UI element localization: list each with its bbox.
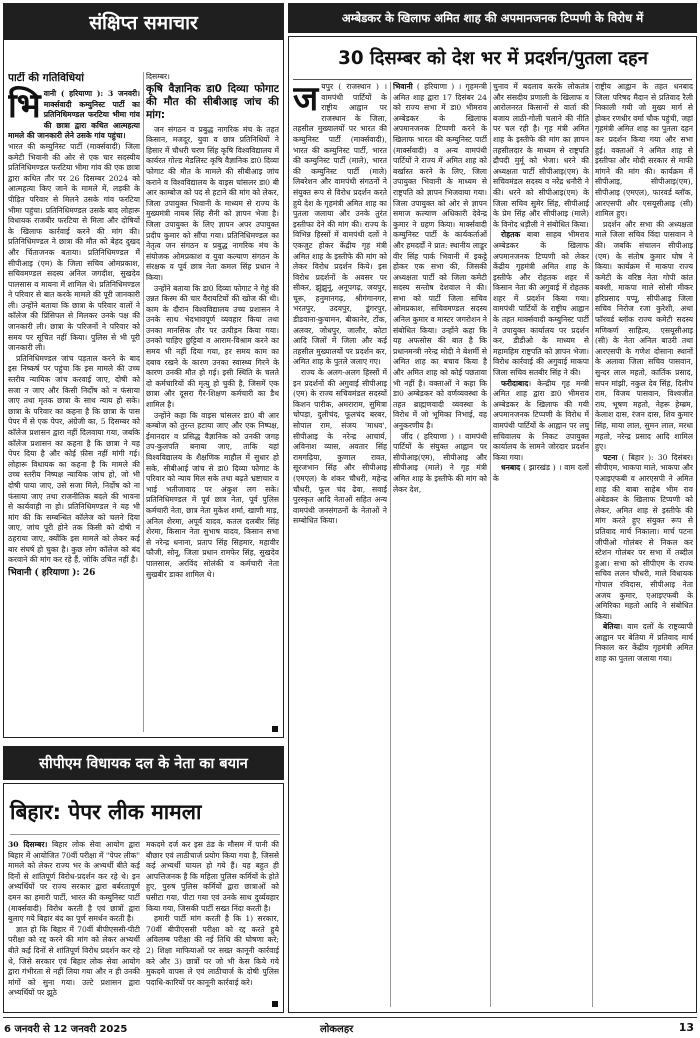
ambedkar-banner-text: अम्बेडकर के खिलाफ अमित शाह की अपमानजनक टिप्पणी के विरोध में	[341, 10, 644, 25]
ambedkar-divider-3	[592, 82, 593, 1007]
story2-continuation: दिसम्बर।	[146, 72, 170, 81]
ambedkar-col3-dateline2: फरीदाबाद	[501, 378, 529, 388]
ambedkar-col3	[493, 82, 589, 1007]
ambedkar-col2b: जींद ( हरियाणा ) । वामपंथी पार्टियों के संयुक्त आह्वान पर सीपीआइ(एम), सीपीआइ और सीपीआइ (माले) ने गृह मंत्री अमित शाह के इस्तीफे की मांग को लेकर देश,	[393, 431, 487, 494]
ambedkar-col4-dateline: पटना	[603, 452, 618, 462]
brief-news-header	[4, 4, 283, 40]
bihar-box	[3, 783, 284, 1013]
cpm-statement-header	[3, 746, 284, 780]
bihar-headline: बिहार: पेपर लीक मामला	[10, 794, 280, 835]
ambedkar-col4	[595, 82, 693, 1007]
ambedkar-col3c-para	[493, 379, 589, 464]
ambedkar-col3d: ( झारखंड ) । वाम दलों के	[493, 463, 589, 483]
bihar-col2	[146, 840, 279, 1010]
bihar-col1-text	[8, 840, 140, 925]
ambedkar-col4-dateline2: बेतिया	[603, 622, 621, 632]
ambedkar-box	[288, 36, 697, 1013]
brief-news-title: संक्षिप्त समाचार	[89, 12, 198, 34]
bihar-col2-text: मकदमे दर्ज कर इस ठंड के मौसम में पानी की बौछार एवं लाठीचार्ज प्रयोग किया गया है, जिससे कई अभ्यर्थी घायल हो गये हैं। यह बहुत ही आपत्तिजनक है कि महिला पुलिस कर्मियों के होते हुए, पुरुष पुलिस कर्मियों द्वारा छात्राओं को घसीटा गया, पीटा गया एवं उनके साथ दुर्व्यवहार किया गया, जिसकी पार्टी सख्त निंदा करती है।	[146, 840, 279, 913]
column-divider	[143, 72, 144, 732]
footer-page-number: 13	[678, 1021, 694, 1034]
ambedkar-col2-body: ( हरियाणा ) । गृहमन्त्री अमित शाह द्वारा 17 दिसंबर 24 को राज्य सभा में डा0 भीमराव अम्बेडकर के खिलाफ अपमानजनक टिप्पणी करने के खिलाफ भारत की कम्युनिस्ट पार्टी (मार्क्सवादी) व अन्य वामपंथी पार्टियों ने राज्य में अमित शाह को बर्खास्त करने के लिए, जिला उपायुक्त भिवानी के माध्यम से राष्ट्रपति को ज्ञापन भिजवाया गया। जिला उपायुक्त को ओर से ज्ञापन समाज कल्याण अधिकारी देवेन्द्र कुमार ने ग्रहण किया। मार्क्सवादी कम्युनिस्ट पार्टी के कार्यकर्ताओं और हमदर्दों ने प्रात: स्थानीय लाडूर वीर सिंह पार्क भिवानी में इकट्ठे होकर एक सभा की, जिसकी अध्यक्षता पार्टी को जिला कमेटी सदस्य सन्तोष देशवाल ने की। सभा को पार्टी जिला सचिव ओमप्रकाश, सचिवमण्डल सदस्य अनिल कुमार व मास्टर जगरोशन ने संबोधित किया। उन्होंने कहा कि यह अफसोस की बात है कि प्रधानमन्त्री नरेन्द्र मोदी ने बेशर्मी से अमित शाह का बचाव किया है और अमित शाह को कोई पछतावा भी नहीं है। वक्ताओं ने कहा कि डा0 अम्बेडकर को वर्णव्यवस्था के तहत ब्राह्मणवादी व्यवस्था के विरोध में जो भूमिका निभाई, वह अनुकरणीय है।	[393, 82, 487, 430]
ambedkar-col3-dateline: रोहतक	[501, 230, 521, 240]
ambedkar-col2	[393, 82, 487, 1007]
story2-heading: कृषि वैज्ञानिक डा0 दिव्या फोगाट की मौत की सीबीआइ जांच की मांग:	[146, 82, 279, 121]
ambedkar-col1	[293, 82, 387, 1007]
ambedkar-col2-text	[393, 82, 487, 432]
bihar-end-marker	[272, 1001, 278, 1007]
ambedkar-col1-body: यपुर ( राजस्थान ) । वामपंथी पार्टियों के राष्ट्रीय आह्वान पर राजस्थान के जिला, तहसील मुख्यालयों पर भारत की कम्युनिस्ट पार्टी (मार्क्सवादी), भारत की कम्युनिस्ट पार्टी, भारत की कम्युनिस्ट पार्टी (माले), भारत की कम्युनिस्ट पार्टी (माले) लिबरेशन और वामपंथी संगठनों ने संयुक्त रूप से विरोध प्रदर्शन करते हुये देश के गृहमंत्री अमित शाह का पुतला जलाया और उनके तुरंत इस्तीफा देने की मांग की। राज्य के विभिन्न हिस्सों में वामपंथी दलों ने एकजुट होकर केंद्रीय गृह मंत्री अमित शाह के इस्तीफे की मांग को लेकर विरोध प्रदर्शन किये। इस विरोध प्रदर्शनों के अवसर पर सीकर, झुंझुनूं, अनूपगढ़, जयपुर, चूरू, हनुमानगढ़, श्रीगंगानगर, भरतपुर, उदयपुर, डूंगरपुर, डीडवाना-कुचामन, बीकानेर, टोंक, अलवर, जोधपुर, जालौर, कोटा आदि जिलों में जिला और कई तहसील मुख्यालयों पर प्रदर्शन कर, अमित शाह के पुतले जलाए गए।	[293, 82, 387, 367]
story1-dropcap: भि	[8, 86, 41, 126]
story2-body3: उन्होंने कहा कि वाइस चांसलर डा0 बी आर कम्बोज को तुरन्त हटाया जाए और एक निष्पक्ष, ईमानदार व प्रसिद्ध वैज्ञानिक को उनकी जगह उप-कुलपति बनाया जाए, ताकि यहां विश्वविद्यालय के शैक्षणिक माहौल में सुधार हो सके, सीबीआई जांच से डा0 दिव्या फोगाट के परिवार को न्याय मिल सके तथा बढ़ते भ्रष्टाचार व भाई भतीजावाद पर अंकुश लग सके। प्रतिनिधिमण्डल में पूर्व छात्र नेता, पूर्व पुलिस कर्मचारी नेता, छात्र नेता मुकेश शर्मा, खाणी माड़, अनिल शेरमा, अपूर्व यादव, कतल दलबीर सिंह शेरमा, किसान नेता सुभाष यादव, किसान सभा से नरेन्द्र धनाना, प्रताप सिंह सिहमार, महावीर फौजी, सोनू, जिला प्रधान रामफेर सिंह, सुखदेव पालसास, अरविंद सोलंकी व कर्मचारी नेता सुखबीर डाका शामिल थे।	[146, 410, 279, 579]
story1-lead-text: वानी ( हरियाणा ): 3 जनवरी। मार्क्सवादी कम्युनिस्ट पार्टी का प्रतिनिधिमण्डल फरटिया भीमा गांव की छात्रा द्वारा कथित आत्महत्या मामले की जानकारी लेने उसके गांव पहुंचा।	[8, 89, 140, 141]
bihar-col1b: ज्ञात हो कि बिहार में 70वीं बीपीएससी-पीटी परीक्षा को रद्द करने की मांग को लेकर अभ्यर्थी बीते कई दिनों से शांतिपूर्ण विरोध प्रदर्शन कर रहे थे, जिसे सरकार एवं बिहार लोक सेवा आयोग द्वारा गंभीरता से नहीं लिया गया और न ही उनकी मांगों को सुना गया। उल्टे प्रशासन द्वारा अभ्यर्थियों पर झूठे	[8, 924, 140, 998]
ambedkar-divider-1	[390, 82, 391, 1007]
story1-body2: प्रतिनिधिमण्डल जांच पड़ताल करने के बाद इस निष्कर्ष पर पहुंचा कि इस मामले की उच्च स्तरीय न्यायिक जांच करवाई जाए, दोषी को सजा न जाए और किसी निर्दोष को न फंसाया जाए तथा मृतक छात्रा के साथ न्याय हो सके। छात्रा के परिवार का कहना है कि छात्रा के पास पेपर में से एक पेपर, अंग्रेजी का, 5 दिसम्बर को कॉलेज प्रशासन द्वारा नहीं दिलवाया गया, जबकि कॉलेज प्रशासन का कहना है कि छात्रा ने यह पेपर दिया है और कोई फ़ीस नहीं मांगी गई। लोहारू विधायक का कहना है कि मामले की उच्च स्तरीय निष्पक्ष न्यायिक जांच हो, जो भी दोषी पाया जाए, उसे सजा मिले, निर्दोष को ना फंसाया जाए तथा राजनीतिक बदले की भावना से कार्यवाही ना हो। प्रतिनिधिमण्डल ने यह भी मांग की कि सम्बन्धित कॉलेज को चलने दिया जाए, जांच पूरी होने तक किसी को दोषी न ठहराया जाए, क्योंकि इस मामले को लेकर कई बार संघर्ष हो चुका है। कुछ लोग कॉलेज को बंद करवाने की मांग कर रहे हैं, जोकि उचित नहीं है।	[8, 353, 140, 565]
footer-date: 6 जनवरी से 12 जनवरी 2025	[4, 1024, 128, 1035]
ambedkar-col1b: राज्य के अलग-अलग हिस्सों में इन प्रदर्शनों की अगुवाई सीपीआइ (एम) के राज्य सचिवमंडल सदस्यों किशन पारीक, अमराराम, सुमित्रा चोपड़ा, दुलीचंद, फूलचंद बरबर, सोपाल राम, संजय 'माधव', सीपीआइ के नरेन्द्र आचार्य, अविनाश व्यास, अवतार सिंह रामगढ़िया, कुणाल रावत, सूरजभान सिंह और सीपीआइ (एमएल) के शंकर चौधरी, महेन्द्र चौधरी, फूल चंद ढेवा, सवाई पुरस्कृत आदि नेताओं सहित अन्य वामपंथी जनसंगठनों के नेताओं ने सम्बोधित किया।	[293, 368, 387, 526]
ambedkar-banner	[288, 3, 697, 33]
story1-dateline-text: भिवानी ( हरियाणा ): 26	[8, 567, 96, 578]
bihar-dateline: 30 दिसम्बर।	[8, 840, 48, 849]
ambedkar-col3-dateline3: धनबाद	[501, 463, 521, 473]
ambedkar-col3-text: चुनाव में बदलाव करके लोकतंत्र और संसदीय प्रणाली के खिलाफ व आरोलनरत किसानों से वार्ता की बजाय लाठी-गोली चलाने की नीति पर चल रही है। गृह मंत्री अमित शाह के इस्तीफे की मांग का ज्ञापन तहसीलदार के माध्यम से राष्ट्रपति द्रौपदी मुर्मू को भेजा। धरने की अध्यक्षता पार्टी सीपीआइ(एम) के सचिवमंडल सदस्य व नरेंद्र धनौरी ने की। धरने को सीपीआइ(एम) के जिला सचिव सुमेर सिंह, सीपीआई के प्रेम सिंह और सीपीआइ (माले) के विनोद धड़ौली ने संबोधित किया।	[493, 82, 589, 229]
headline-rule	[293, 79, 692, 80]
ambedkar-col4c: ( बिहार ): 30 दिसंबर। सीपीएम, भाकपा माले, भाकपा और एआइएफबी व आरएसपी ने अमित शाह की बाबा साहेब भीम राव अंबेडकर के खिलाफ टिप्पणी को लेकर, अमित शाह से इस्तीफे की मांग करते हुए संयुक्त रूप से प्रतिवाद मार्च निकाला। मार्च पटना जीपीओ गोलंबर से निकल कर स्टेशन गोलंबर पर सभा में तब्दील हुआ। सभा को सीपीएम के राज्य सचिव ललन चौधरी, माले विधायक गोपाल रविदास, सीपीआइ नेता अजय कुमार, एआइएफबी के अमिरिका महतो आदि ने संबोधित किया।	[595, 452, 693, 621]
story2-column	[146, 72, 279, 732]
footer-paper-name: लोकलहर	[320, 1024, 354, 1035]
end-marker	[272, 726, 278, 732]
story1-body: भारत की कम्युनिस्ट पार्टी (मार्क्सवादी) जिला कमेटी भिवानी की ओर से एक चार सदस्यीय प्रतिनिधिमण्डल फरटिया भीमा गांव की एक छात्रा द्वारा कथित तौर पर 26 दिसम्बर 2024 को आत्महत्या किए जाने के मामले में, लड़की के पीड़ित परिवार से मिलने उसके गांव फरटिया भीमा पहुंचा। प्रतिनिधिमण्डल उसके बाद लोहारू विधायक राजबीर फरटिया से मिला और दोषियों के खिलाफ कार्रवाई करने की मांग की। प्रतिनिधिमण्डल ने छात्रा की मौत को बेहद दुखद और चिंताजनक बताया। प्रतिनिधिमण्डल में सीपीआइ (एम) के जिला सचिव ओमप्रकाश, सचिवमण्डल सदस्य अनिल जगदीश, सुखदेव पालसास व मायना में शामिल थे। प्रतिनिधिमण्डल ने परिवार से बात करके मामले की पूरी जानकारी ली। उन्होंने बताया कि छात्रा के परिवार वालों ने कॉलेज की प्रिंसिपल से मिलकर उनके पक्ष की जानकारी ली। छात्रा के परिजनों ने परिवार को समय पर सूचित नहीं किया। पुलिस से भी पूरी जानकारी ली।	[8, 141, 140, 353]
ambedkar-divider-2	[490, 82, 491, 1007]
story1-lead	[8, 86, 140, 142]
ambedkar-headline: 30 दिसम्बर को देश भर में प्रदर्शन/पुतला दहन	[338, 48, 648, 69]
brief-news-box	[3, 3, 284, 738]
ambedkar-col4c-para	[595, 453, 693, 623]
ambedkar-col3b: बाबा साहब भीमराव अम्बेडकर के खिलाफ अपमानजनक टिप्पणी को लेकर केंद्रीय गृहमंत्री अमित शाह के इस्तीफे और रोहतक शहर में किसान नेता की अगुवाई में रोहतक शहर में प्रदर्शन किया गया। वामपंथी पार्टियों के राष्ट्रीय आह्वान के तहत मार्क्सवादी कम्युनिस्ट पार्टी ने उपायुक्त कार्यालय पर प्रदर्शन कर, डीडीओ के माध्यम से महामहिम राष्ट्रपति को ज्ञापन भेजा। विरोध कार्रवाई की अगुवाई माकपा जिला सचिव सतबीर सिंह ने की।	[493, 230, 589, 378]
ambedkar-col4d: । वाम दलों के राष्ट्रव्यापी आह्वान पर बेतिया में प्रतिवाद मार्च निकाल कर केंद्रीय गृहमंत्री अमित शाह का पुतला जलाया गया।	[595, 622, 693, 664]
bihar-col1-body: बिहार लोक सेवा आयोग द्वारा बिहार में आयोजित 70वीं परीक्षा में "पेपर लीक" मामले को लेकर राज्य भर के अभ्यर्थी बीते कई दिनों से शांतिपूर्ण विरोध-प्रदर्शन कर रहे थे। इन अभ्यर्थियों पर राज्य सरकार द्वारा बर्बरतापूर्ण दमन का हमारी पार्टी, भारत की कम्युनिस्ट पार्टी (मार्क्सवादी) विरोध करती है एवं छात्रों द्वारा बुलाए गये बिहार बंद का पूर्ण समर्थन करती है।	[8, 840, 140, 924]
ambedkar-col1-text	[293, 82, 387, 368]
bihar-col2b: हमारी पार्टी मांग करती है कि 1) सरकार, 70वीं बीपीएससी परीक्षा को रद्द करते हुये अविलम्ब परीक्षा की नई तिथि की घोषणा करे; 2) शिक्षा माफियाओं पर सख्त कानूनी कार्रवाई करे और 3) छात्रों पर जो भी केस किये गये मुकदमे वापस ले एवं लाठीचार्ज के दोषी पुलिस पदाधि-कारियों पर कानूनी कार्रवाई करे।	[146, 914, 279, 987]
story1-heading: पार्टी की गतिविधियां	[8, 72, 84, 84]
ambedkar-col4-text: राष्ट्रीय आह्वान के तहत धनबाद जिला परिषद मैदान से प्रतिवाद रैली निकाली गयी जो मुख्य मार्ग से होकर रणधीर वर्मा चौक पहुंची, जहां गृहमंत्री अमित शाह का पुतला दहन कर प्रदर्शन किया गया और सभा हुई। वक्ताओं ने अमित शाह से इस्तीफा और मोदी सरकार से माफी मांगने की मांग की। कार्यक्रम में सीपीआइ, सीपीआइ(एम), सीपीआइ (एमएल), फारवर्ड ब्लॉक, आरएसपी और एसयूसीआइ (सी) शामिल हुए।	[595, 82, 693, 219]
story1-column	[8, 72, 140, 732]
story1-dateline	[8, 568, 140, 579]
ambedkar-col2-dateline: भिवानी	[393, 82, 413, 91]
ambedkar-col3d-para	[493, 463, 589, 484]
ambedkar-col4b: प्रदर्शन और सभा की अध्यक्षता माले जिला सचिव विंदा पासवान ने की। जबकि संचालन सीपीआइ (एम) के संतोष कुमार घोष ने किया। कार्यक्रम में माकपा राज्य कमेटी के वरिष्ठ नेता गोपी कांत बक्शी, माकपा माले सोसी मीकर हरिप्रसाद पप्पू, सीपीआइ जिला सचिव निरोज रजा कुरेशी, अथा फॉरवर्ड ब्लॉक राज्य कमेटी सदस्य मणिकर्ण साहित्य, एसयूसीआइ (सी) के नेता अनिल बाउरी तथा आरएसपी के गणेश दोसाना स्थानों के अलावा जिला सचिव पासवान, सुन्दर लाल महतो, कार्तिक प्रसाद, सपन मांझी, नकुल देव सिंह, दिलीप राम, विजय पासवान, विश्वजीत राय, भूषण महतो, नेहरू हेम्ब्रम, केलाश दास, रंजन दास, शिव कुमार सिंह, माया लाल, सुमन लाल, मरधा महतो, नरेन्द्र प्रसाद आदि शामिल हुए।	[595, 219, 693, 452]
ambedkar-col3c: । केन्द्रीय गृह मन्त्री अमित शाह द्वारा डा0 भीमराव अम्बेडकर के खिलाफ की गयी अपमानजनक टिप्पणी के विरोध में वामपंथी पार्टियों के आह्वान पर लघु सचिवालय के निकट उपायुक्त कार्यालय के सामने जोरदार प्रदर्शन किया गया।	[493, 378, 589, 462]
ambedkar-col4d-para	[595, 622, 693, 664]
ambedkar-col3b-para	[493, 230, 589, 378]
bihar-col1	[8, 840, 140, 1010]
story2-body2: उन्होंने बताया कि डा0 दिव्या फोगाट ने गेहूं की उन्नत किस्म की चार वैरायटियों की खोज की थी। काम के दौरान विश्वविद्यालय उच्च प्रशासन ने उनके साथ भेदभावपूर्ण व्यवहार किया तथा उनका मानसिक तौर पर उत्पीड़न किया गया। उनको चाहिए छुट्टियां व आराम-विश्राम करने का समय भी नहीं दिया गया, हर समय काम का दबाव रखने के कारण उनका स्वास्थ्य गिरने के कारण उनकी मौत हो गई। इसी स्थिति के चलते दो कर्मचारियों की मृत्यु हो चुकी है, जिसमें एक छात्रा और दूसरा गैर-शिक्षण कर्मचारी का डैथ शामिल है।	[146, 283, 279, 410]
story2-body: जन संगठन व प्रबुद्ध नागरिक मंच के तहत किसान, मजदूर, युवा व छात्र प्रतिनिधियों ने हिसार में चौधरी चरण सिंह कृषि विश्वविद्यालय में कार्यरत गोल्ड मेडलिस्ट कृषि वैज्ञानिक डा0 दिव्या फोगाट की मौत के मामले की सीबीआइ जांच कराने व विश्वविद्यालय के वाइस चांसलर डा0 बी आर काम्बोज को पद से हटाने की मांग को लेकर, जिला उपायुक्त भिवानी के माध्यम से राज्य के मुख्यमंत्री नायब सिंह सैनी को ज्ञापन भेजा है। जिला उपायुक्त के लिए ज्ञापन अपर उपायुक्त प्रदीप कुमार को सौंपा गया। प्रतिनिधिमण्डल का नेतृत्व जन संगठन व प्रबुद्ध नागरिक मंच के संयोजक ओमप्रकाश व युवा कल्याण संगठन के संरक्षक व पूर्व छात्र नेता कमल सिंह प्रधान ने किया।	[146, 124, 279, 282]
ambedkar-dropcap: ज	[293, 82, 319, 119]
cpm-statement-title: सीपीएम विधायक दल के नेता का बयान	[39, 756, 248, 772]
footer-rule	[3, 1017, 697, 1018]
